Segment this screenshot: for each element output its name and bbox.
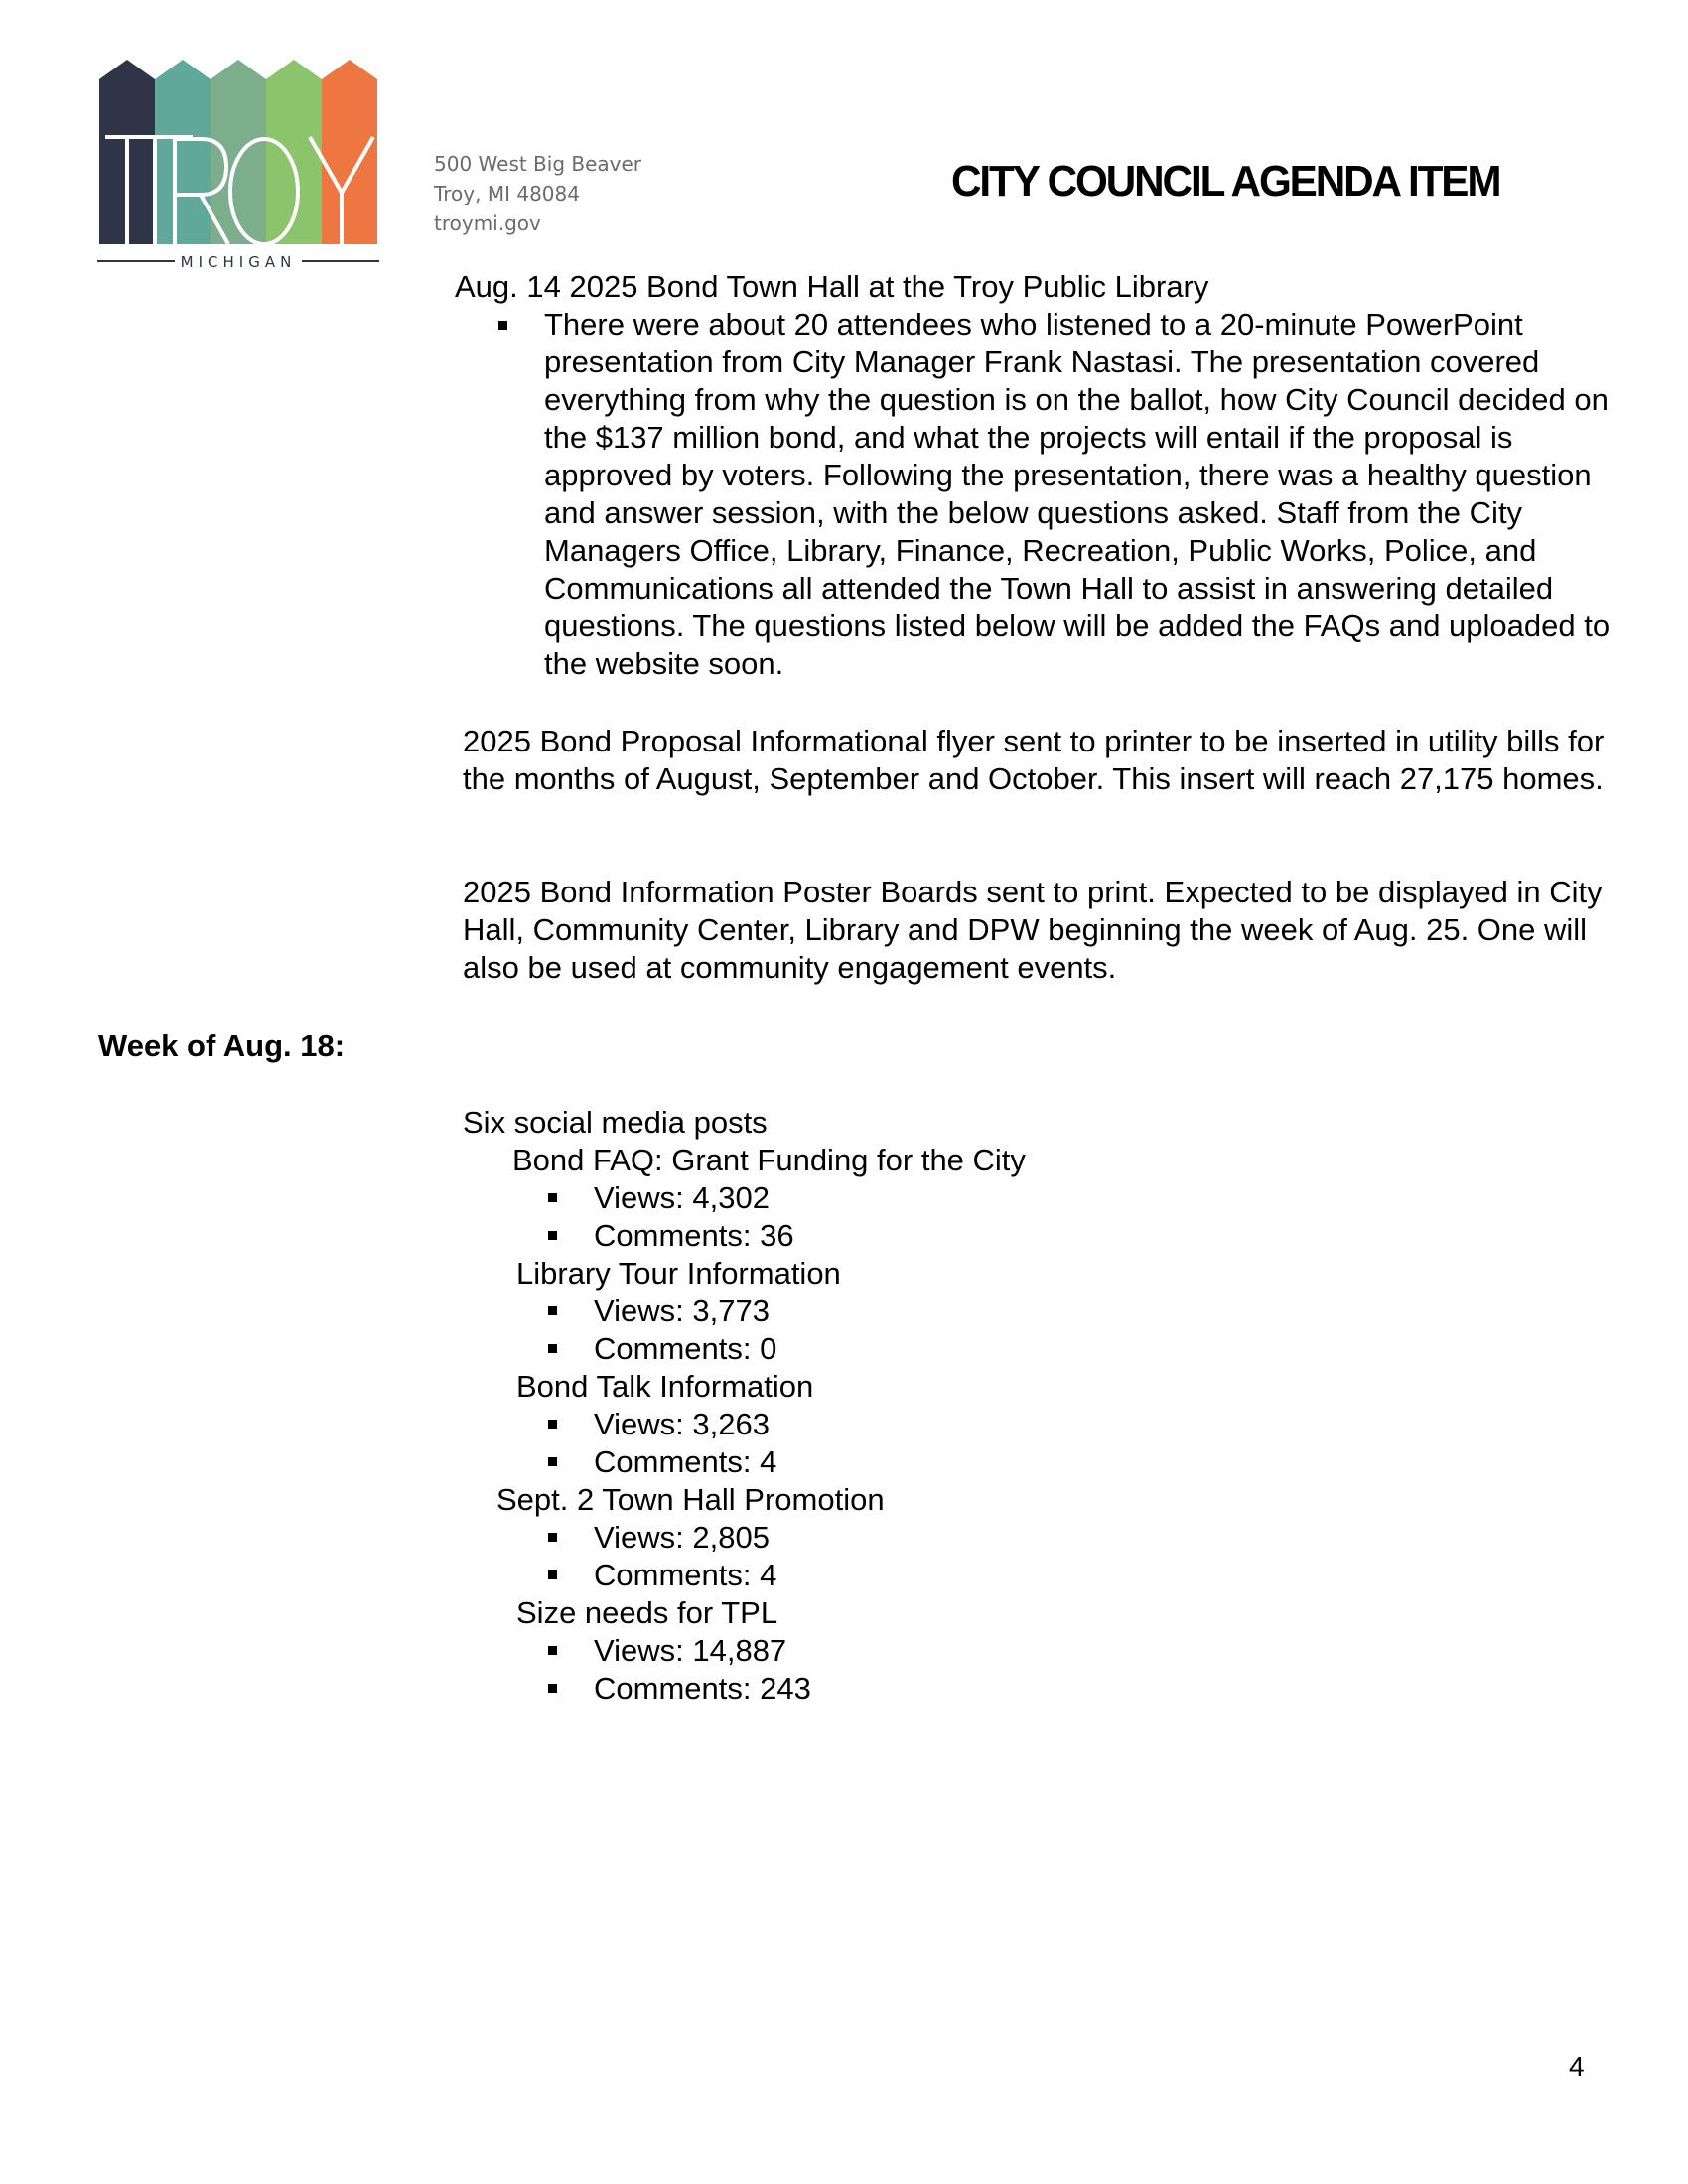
posters-paragraph: 2025 Bond Information Poster Boards sent to print. Expected to be displayed in City Hall, Community Center, Library and DPW beginning the week of Aug. 25. One will also be used at community engagement events. xyxy=(463,875,1603,985)
town-hall-summary: There were about 20 attendees who listened to a 20-minute PowerPoint presentation from City Manager Frank Nastasi. The presentation covered everything from why the question is on the ballot, how City Council decided on the $137 million bond, and what the projects will entail if the proposal is approved by voters. Following the presentation, there was a healthy question and answer session, with the below questions asked. Staff from the City Managers Office, Library, Finance, Recreation, Public Works, Police, and Communications all attended the Town Hall to assist in answering detailed questions. The questions listed below will be added the FAQs and uploaded to the website soon. xyxy=(544,307,1611,681)
bullet-square-icon xyxy=(548,1344,557,1353)
address-website: troymi.gov xyxy=(434,211,541,235)
post-comments: Comments: 243 xyxy=(594,1671,811,1706)
week-label: Week of Aug. 18: xyxy=(98,1028,346,1063)
bullet-square-icon xyxy=(548,1193,557,1202)
post-views: Views: 14,887 xyxy=(594,1633,787,1668)
troy-house-logo-icon xyxy=(97,58,415,271)
post-comments: Comments: 4 xyxy=(594,1558,777,1592)
post-views: Views: 2,805 xyxy=(594,1520,770,1555)
troy-logo xyxy=(97,58,415,271)
logo-subtext: MICHIGAN xyxy=(180,253,297,271)
address-street: 500 West Big Beaver xyxy=(434,152,642,176)
post-views: Views: 3,263 xyxy=(594,1407,770,1441)
post-comments: Comments: 36 xyxy=(594,1218,794,1253)
bullet-square-icon xyxy=(548,1646,557,1655)
post-title: Size needs for TPL xyxy=(516,1595,778,1630)
post-views: Views: 3,773 xyxy=(594,1294,770,1328)
bullet-square-icon xyxy=(548,1306,557,1315)
page-number: 4 xyxy=(1569,2051,1585,2082)
post-title: Library Tour Information xyxy=(516,1256,841,1291)
bullet-square-icon xyxy=(548,1457,557,1466)
flyer-paragraph: 2025 Bond Proposal Informational flyer sent to printer to be inserted in utility bills for the months of August, September and October. This insert will reach 27,175 homes. xyxy=(463,724,1605,796)
post-title: Bond Talk Information xyxy=(516,1369,814,1404)
social-media-intro: Six social media posts xyxy=(463,1105,768,1140)
post-comments: Comments: 0 xyxy=(594,1331,777,1366)
bullet-square-icon xyxy=(548,1533,557,1542)
post-title: Sept. 2 Town Hall Promotion xyxy=(496,1482,885,1517)
bullet-square-icon xyxy=(548,1420,557,1429)
post-comments: Comments: 4 xyxy=(594,1444,777,1479)
page-title: CITY COUNCIL AGENDA ITEM xyxy=(951,157,1500,205)
town-hall-heading: Aug. 14 2025 Bond Town Hall at the Troy Public Library xyxy=(455,269,1209,304)
address-city: Troy, MI 48084 xyxy=(434,182,580,205)
bullet-square-icon xyxy=(548,1231,557,1240)
post-views: Views: 4,302 xyxy=(594,1180,770,1215)
bullet-square-icon xyxy=(498,321,507,330)
address-block xyxy=(434,149,641,238)
bullet-square-icon xyxy=(548,1570,557,1579)
bullet-square-icon xyxy=(548,1684,557,1693)
post-title: Bond FAQ: Grant Funding for the City xyxy=(512,1143,1026,1177)
